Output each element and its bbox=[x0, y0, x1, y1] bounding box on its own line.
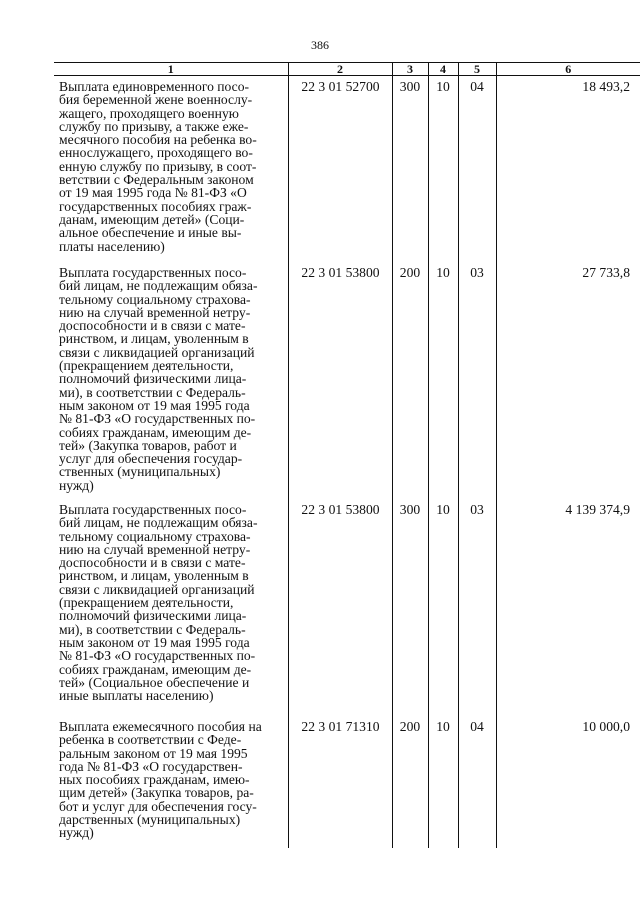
description-line: государственных пособиях граж- bbox=[59, 198, 252, 214]
description-line: полномочий физическими лица- bbox=[59, 371, 247, 387]
row-col5: 04 bbox=[458, 716, 496, 848]
row-col3: 300 bbox=[392, 499, 428, 716]
description-line: жащего, проходящего военную bbox=[59, 105, 239, 121]
description-line: Выплата единовременного посо- bbox=[59, 79, 250, 94]
row-amount: 18 493,2 bbox=[496, 76, 640, 263]
description-line: бия беременной жене военнослу- bbox=[59, 92, 253, 108]
row-col4: 10 bbox=[428, 499, 458, 716]
description-line: ральным законом от 19 мая 1995 bbox=[59, 745, 248, 761]
row-col3: 200 bbox=[392, 262, 428, 499]
row-col5: 03 bbox=[458, 499, 496, 716]
description-line: № 81-ФЗ «О государственных по- bbox=[59, 648, 256, 664]
description-line: ринством, и лицам, уволенным в bbox=[59, 568, 249, 584]
description-line: месячного пособия на ребенка во- bbox=[59, 132, 257, 148]
row-col4: 10 bbox=[428, 76, 458, 263]
row-code: 22 3 01 53800 bbox=[288, 262, 392, 499]
description-line: альное обеспечение и иные вы- bbox=[59, 225, 242, 241]
description-line: связи с ликвидацией организаций bbox=[59, 344, 255, 360]
description-line: нию на случай временной нетру- bbox=[59, 541, 251, 557]
description-line: службу по призыву, а также еже- bbox=[59, 118, 249, 134]
description-line: ственных (муниципальных) bbox=[59, 464, 221, 480]
description-line: платы населению) bbox=[59, 238, 165, 254]
row-amount: 4 139 374,9 bbox=[496, 499, 640, 716]
row-col3: 300 bbox=[392, 76, 428, 263]
description-line: ребенка в соответствии с Феде- bbox=[59, 732, 242, 748]
description-line: тей» (Закупка товаров, работ и bbox=[59, 437, 237, 453]
description-line: ринством, и лицам, уволенным в bbox=[59, 331, 249, 347]
description-line: собиях гражданам, имеющим де- bbox=[59, 424, 252, 440]
description-line: года № 81-ФЗ «О государствен- bbox=[59, 758, 243, 774]
description-line: иные выплаты населению) bbox=[59, 688, 214, 704]
description-line: (прекращением деятельности, bbox=[59, 358, 234, 374]
row-col4: 10 bbox=[428, 262, 458, 499]
description-line: связи с ликвидацией организаций bbox=[59, 581, 255, 597]
table-header-row bbox=[54, 63, 640, 76]
description-line: услуг для обеспечения государ- bbox=[59, 451, 243, 467]
row-description bbox=[54, 76, 288, 263]
description-line: нужд) bbox=[59, 477, 94, 493]
description-line: доспособности и в связи с мате- bbox=[59, 555, 246, 571]
description-line: от 19 мая 1995 года № 81-ФЗ «О bbox=[59, 185, 247, 201]
description-line: данам, имеющим детей» (Соци- bbox=[59, 211, 245, 227]
description-line: бот и услуг для обеспечения госу- bbox=[59, 798, 257, 814]
description-line: ных пособиях гражданам, имею- bbox=[59, 772, 250, 788]
row-col5: 03 bbox=[458, 262, 496, 499]
row-description bbox=[54, 716, 288, 848]
description-line: нужд) bbox=[59, 825, 94, 841]
row-code: 22 3 01 52700 bbox=[288, 76, 392, 263]
row-amount: 10 000,0 bbox=[496, 716, 640, 848]
description-line: дарственных (муниципальных) bbox=[59, 812, 241, 828]
description-line: бий лицам, не подлежащим обяза- bbox=[59, 515, 258, 531]
description-line: Выплата ежемесячного пособия на bbox=[59, 719, 262, 734]
row-description bbox=[54, 499, 288, 716]
description-line: ми), в соответствии с Федераль- bbox=[59, 384, 246, 400]
row-col3: 200 bbox=[392, 716, 428, 848]
row-amount: 27 733,8 bbox=[496, 262, 640, 499]
description-line: нию на случай временной нетру- bbox=[59, 304, 251, 320]
column-header-4: 4 bbox=[428, 63, 458, 76]
description-line: Выплата государственных посо- bbox=[59, 502, 247, 517]
description-line: ным законом от 19 мая 1995 года bbox=[59, 397, 250, 413]
description-line: ветствии с Федеральным законом bbox=[59, 172, 254, 188]
table-row bbox=[54, 262, 640, 499]
row-description bbox=[54, 262, 288, 499]
column-header-3: 3 bbox=[392, 63, 428, 76]
description-line: ми), в соответствии с Федераль- bbox=[59, 621, 246, 637]
column-header-1: 1 bbox=[54, 63, 288, 76]
description-line: тельному социальному страхова- bbox=[59, 291, 251, 307]
description-line: енную службу по призыву, в соот- bbox=[59, 158, 257, 174]
row-col5: 04 bbox=[458, 76, 496, 263]
table-row bbox=[54, 716, 640, 848]
description-line: № 81-ФЗ «О государственных по- bbox=[59, 411, 256, 427]
budget-table bbox=[54, 62, 640, 848]
description-line: тельному социальному страхова- bbox=[59, 528, 251, 544]
row-code: 22 3 01 53800 bbox=[288, 499, 392, 716]
column-header-2: 2 bbox=[288, 63, 392, 76]
description-line: доспособности и в связи с мате- bbox=[59, 318, 246, 334]
description-line: ным законом от 19 мая 1995 года bbox=[59, 634, 250, 650]
description-line: щим детей» (Закупка товаров, ра- bbox=[59, 785, 254, 801]
row-col4: 10 bbox=[428, 716, 458, 848]
description-line: еннослужащего, проходящего во- bbox=[59, 145, 253, 161]
description-line: (прекращением деятельности, bbox=[59, 595, 234, 611]
row-code: 22 3 01 71310 bbox=[288, 716, 392, 848]
table-row bbox=[54, 76, 640, 263]
description-line: тей» (Социальное обеспечение и bbox=[59, 674, 250, 690]
description-line: собиях гражданам, имеющим де- bbox=[59, 661, 252, 677]
description-line: бий лицам, не подлежащим обяза- bbox=[59, 278, 258, 294]
table-row bbox=[54, 499, 640, 716]
description-line: полномочий физическими лица- bbox=[59, 608, 247, 624]
description-line: Выплата государственных посо- bbox=[59, 265, 247, 280]
column-header-6: 6 bbox=[496, 63, 640, 76]
page-number: 386 bbox=[311, 38, 329, 52]
column-header-5: 5 bbox=[458, 63, 496, 76]
